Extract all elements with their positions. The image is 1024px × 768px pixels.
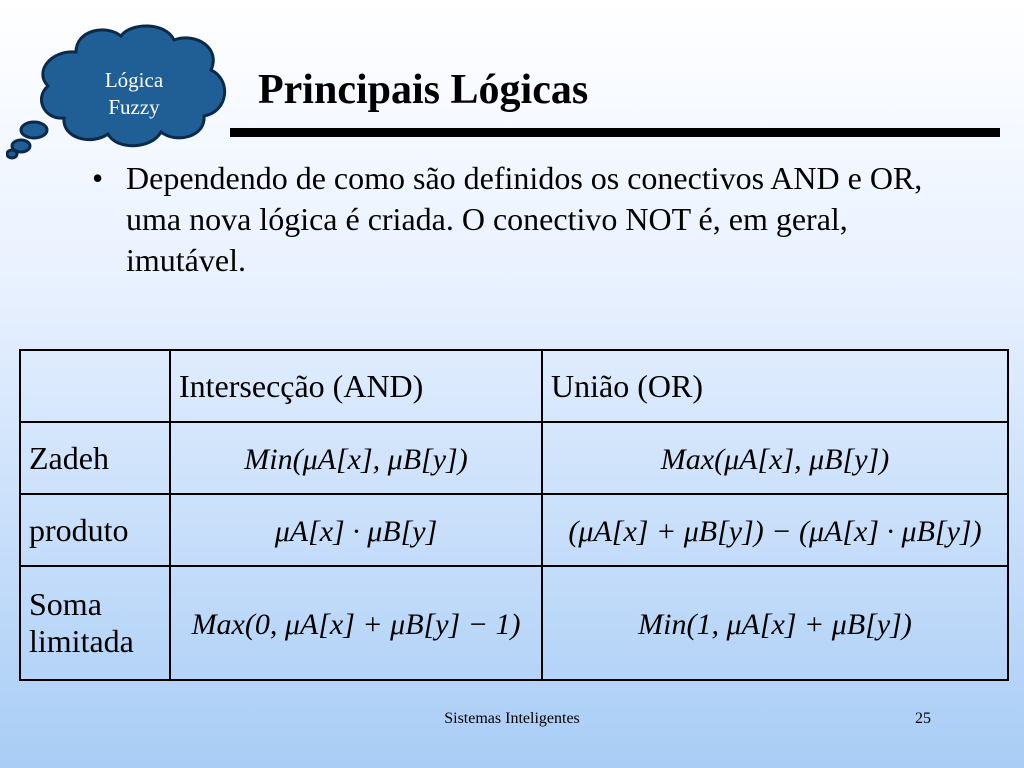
formula-zadeh-or [542, 422, 1008, 494]
formula-soma-and [170, 566, 542, 680]
header-cell-or: União (OR) [542, 350, 1008, 422]
formula-soma-or-text: Min(1, μA[x] + μB[y]) [638, 607, 912, 641]
header-cell-empty [20, 350, 170, 422]
footer-course-name: Sistemas Inteligentes [444, 710, 580, 727]
row-label-produto: produto [20, 494, 170, 566]
table-header-row [20, 350, 1008, 422]
table-row [20, 422, 1008, 494]
bullet-text: Dependendo de como são definidos os conectivos AND e OR, uma nova lógica é criada. O conectivo NOT é, em geral, imutável. [126, 160, 923, 278]
footer-page-number: 25 [915, 710, 931, 727]
table-row [20, 566, 1008, 680]
cloud-label-line1: Lógica [104, 68, 164, 92]
cloud-label [64, 67, 204, 121]
row-label-zadeh: Zadeh [20, 422, 170, 494]
formula-soma-and-text: Max(0, μA[x] + μB[y] − 1) [191, 607, 521, 641]
formula-produto-or-text: (μA[x] + μB[y]) − (μA[x] · μB[y]) [568, 514, 982, 548]
cloud-label-line2: Fuzzy [108, 95, 160, 119]
logic-table [19, 349, 1009, 681]
formula-zadeh-and [170, 422, 542, 494]
formula-soma-or [542, 566, 1008, 680]
formula-zadeh-and-text: Min(μA[x], μB[y]) [244, 442, 468, 476]
thought-cloud-badge [6, 22, 236, 162]
bullet-marker: • [92, 160, 104, 196]
table-row [20, 494, 1008, 566]
title-underline [230, 128, 1000, 137]
formula-produto-and [170, 494, 542, 566]
slide-title: Principais Lógicas [258, 67, 589, 113]
formula-produto-or [542, 494, 1008, 566]
formula-produto-and-text: μA[x] · μB[y] [274, 514, 438, 548]
row-label-soma-limitada: Soma limitada [20, 566, 170, 680]
header-cell-and: Intersecção (AND) [170, 350, 542, 422]
formula-zadeh-or-text: Max(μA[x], μB[y]) [660, 442, 890, 476]
